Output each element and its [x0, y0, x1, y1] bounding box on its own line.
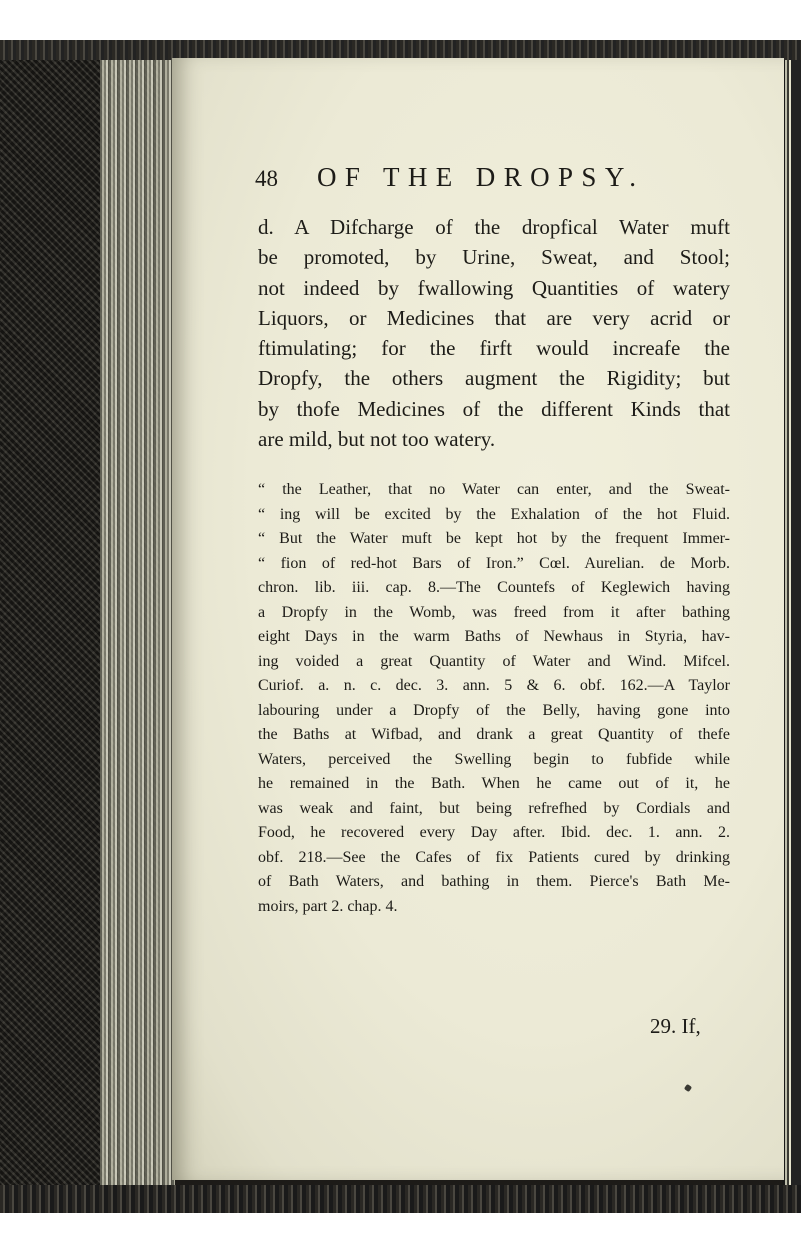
footnote-line: the Baths at Wifbad, and drank a great Quantity of thefe	[258, 726, 730, 743]
footnote-line: ing voided a great Quantity of Water and Wind. Mifcel.	[258, 652, 730, 670]
body-line: by thofe Medicines of the different Kinds that	[258, 396, 730, 421]
footnote-line: moirs, part 2. chap. 4.	[258, 897, 398, 915]
page-header	[255, 160, 715, 200]
body-line: be promoted, by Urine, Sweat, and Stool;	[258, 245, 730, 270]
body-line: are mild, but not too watery.	[258, 427, 496, 452]
footnote-line: he remained in the Bath. When he came out of it, he	[258, 775, 730, 792]
footnote-line: labouring under a Dropfy of the Belly, having gone into	[258, 701, 730, 719]
page-number: 48	[255, 166, 278, 191]
footnote-line: “ fion of red-hot Bars of Iron.” Cœl. Aurelian. de Morb.	[258, 554, 730, 572]
footnote-line: was weak and faint, but being refrefhed by Cordials and	[258, 799, 730, 817]
footnote-paragraph	[258, 478, 730, 919]
footnote-line: Waters, perceived the Swelling begin to fubfide while	[258, 750, 730, 768]
footnote-line: Food, he recovered every Day after. Ibid. dec. 1. ann. 2.	[258, 824, 730, 841]
running-title: OF THE DROPSY.	[317, 162, 645, 192]
frame-bottom-edge	[0, 1185, 801, 1213]
body-line: Liquors, or Medicines that are very acrid or	[258, 305, 730, 330]
body-line: Dropfy, the others augment the Rigidity; but	[258, 366, 730, 391]
footnote-line: obf. 218.—See the Cafes of fix Patients cured by drinking	[258, 848, 730, 866]
page-edges-left	[100, 60, 175, 1190]
footnote-line: “ But the Water muft be kept hot by the frequent Immer-	[258, 530, 730, 547]
body-paragraph	[258, 212, 730, 454]
body-line: d. A Difcharge of the dropfical Water muft	[258, 215, 730, 239]
footnote-line: “ the Leather, that no Water can enter, and the Sweat-	[258, 481, 730, 498]
footnote-line: chron. lib. iii. cap. 8.—The Countefs of Keglewich having	[258, 579, 730, 596]
frame-top-edge	[0, 40, 801, 60]
page-edges-right	[782, 60, 801, 1190]
catchword: 29. If,	[650, 1014, 701, 1038]
footnote-line: of Bath Waters, and bathing in them. Pierce's Bath Me-	[258, 873, 730, 890]
footnote-line: a Dropfy in the Womb, was freed from it after bathing	[258, 603, 730, 621]
footnote-line: eight Days in the warm Baths of Newhaus in Styria, hav-	[258, 628, 730, 645]
body-line: ftimulating; for the firft would increafe the	[258, 336, 730, 361]
footnote-line: “ ing will be excited by the Exhalation of the hot Fluid.	[258, 505, 730, 523]
body-line: not indeed by fwallowing Quantities of watery	[258, 275, 730, 300]
footnote-line: Curiof. a. n. c. dec. 3. ann. 5 & 6. obf. 162.—A Taylor	[258, 677, 730, 694]
